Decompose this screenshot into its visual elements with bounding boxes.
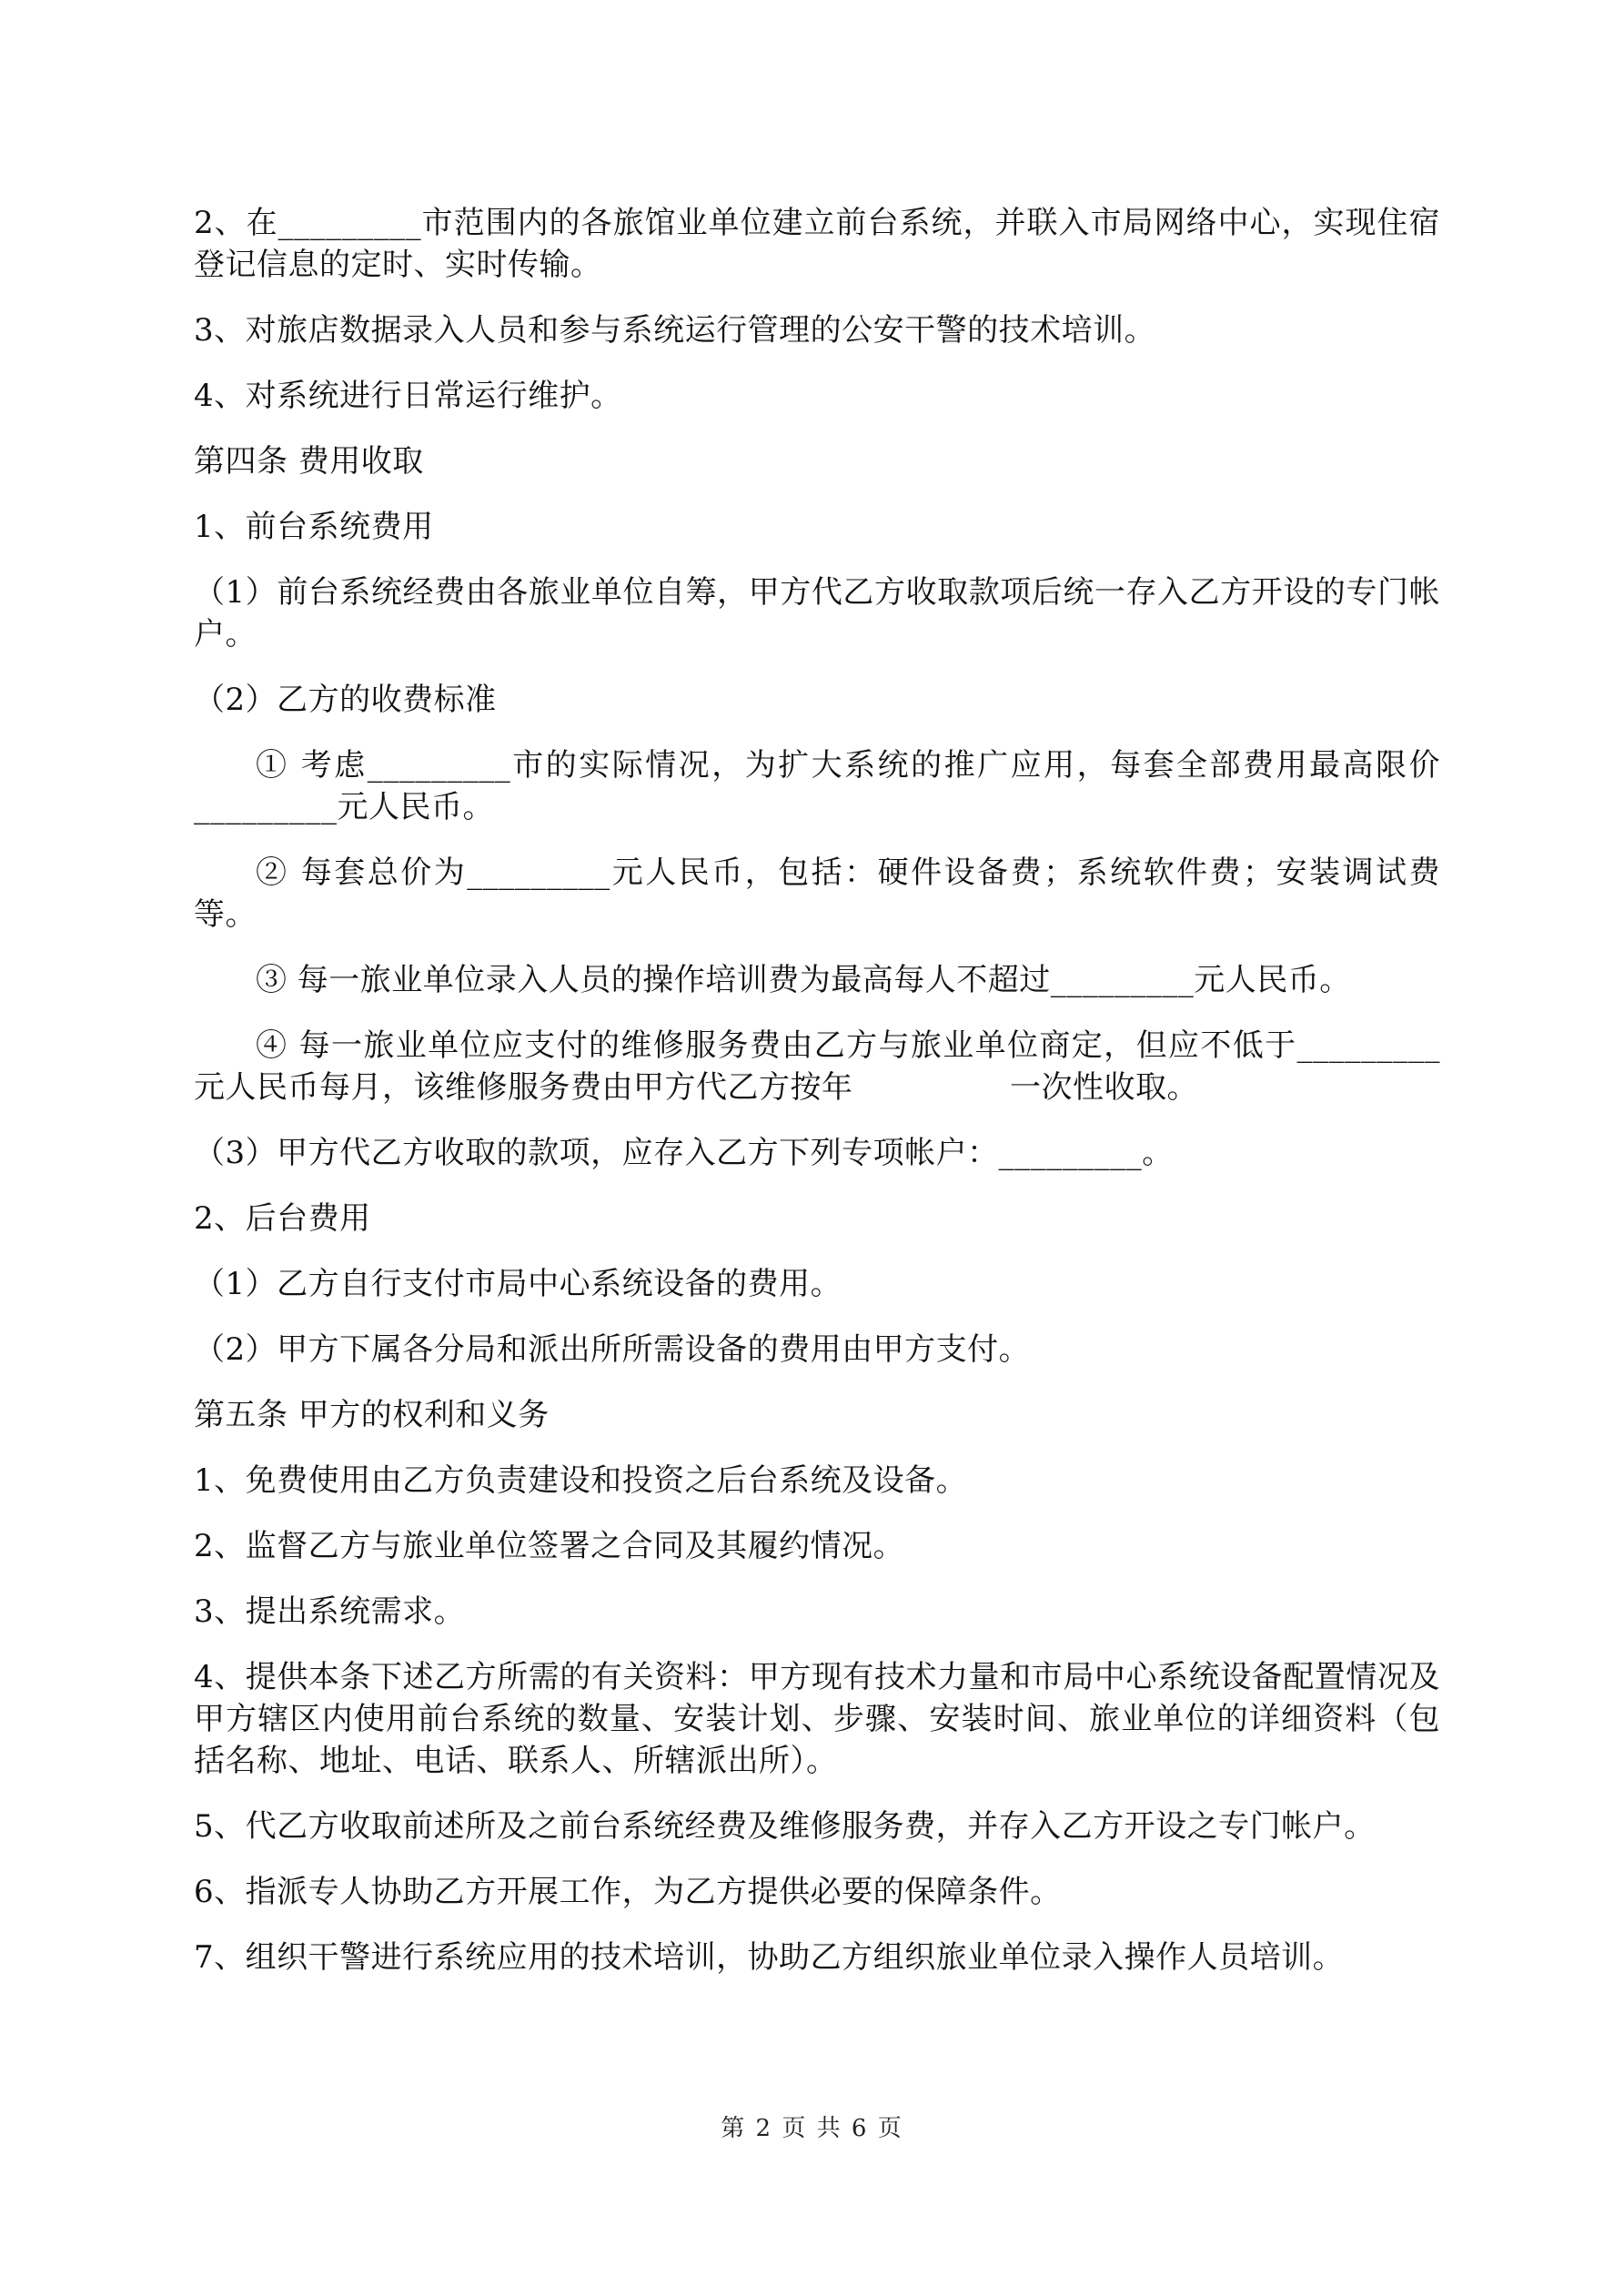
paragraph-fee-standard-1: ① 考虑_________市的实际情况，为扩大系统的推广应用，每套全部费用最高限价_________元人民币。 (194, 747, 1440, 825)
paragraph-rights-item-5: 5、代乙方收取前述所及之前台系统经费及维修服务费，并存入乙方开设之专门帐户。 (194, 1808, 1376, 1845)
paragraph-fee-standard-4: ④ 每一旅业单位应支付的维修服务费由乙方与旅业单位商定，但应不低于_________元人民币每月，该维修服务费由甲方代乙方按年 一次性收取。 (194, 1027, 1440, 1106)
paragraph-rights-item-3: 3、提出系统需求。 (194, 1593, 466, 1630)
paragraph-clause-3-item-3: 3、对旅店数据录入人员和参与系统运行管理的公安干警的技术培训。 (194, 312, 1156, 349)
paragraph-backend-item-1: （1）乙方自行支付市局中心系统设备的费用。 (194, 1266, 842, 1302)
paragraph-fee-standard-3: ③ 每一旅业单位录入人员的操作培训费为最高每人不超过_________元人民币。 (256, 962, 1351, 998)
paragraph-fee-item-3: （3）甲方代乙方收取的款项，应存入乙方下列专项帐户：_________。 (194, 1135, 1174, 1171)
paragraph-rights-item-1: 1、免费使用由乙方负责建设和投资之后台系统及设备。 (194, 1462, 968, 1499)
paragraph-rights-item-4: 4、提供本条下述乙方所需的有关资料：甲方现有技术力量和市局中心系统设备配置情况及甲方辖区内使用前台系统的数量、安装计划、步骤、安装时间、旅业单位的详细资料（包括名称、地址、电话、联系人、所辖派出所）。 (194, 1659, 1440, 1779)
heading-article-4: 第四条 费用收取 (194, 443, 424, 480)
paragraph-fee-item-1: （1）前台系统经费由各旅业单位自筹，甲方代乙方收取款项后统一存入乙方开设的专门帐户。 (194, 574, 1440, 652)
page-number-footer: 第 2 页 共 6 页 (721, 2115, 903, 2142)
paragraph-backend-fees: 2、后台费用 (194, 1200, 371, 1237)
heading-article-5: 第五条 甲方的权利和义务 (194, 1397, 550, 1433)
paragraph-rights-item-6: 6、指派专人协助乙方开展工作，为乙方提供必要的保障条件。 (194, 1874, 1062, 1910)
paragraph-fee-item-2: （2）乙方的收费标准 (194, 682, 497, 718)
document-body (194, 202, 1440, 2002)
paragraph-rights-item-7: 7、组织干警进行系统应用的技术培训，协助乙方组织旅业单位录入操作人员培训。 (194, 1939, 1345, 1976)
paragraph-fee-standard-2: ② 每套总价为_________元人民币，包括：硬件设备费；系统软件费；安装调试费等。 (194, 855, 1440, 933)
paragraph-backend-item-2: （2）甲方下属各分局和派出所所需设备的费用由甲方支付。 (194, 1331, 1031, 1368)
paragraph-clause-3-item-4: 4、对系统进行日常运行维护。 (194, 378, 622, 414)
paragraph-clause-3-item-2: 2、在_________市范围内的各旅馆业单位建立前台系统，并联入市局网络中心，实现住宿登记信息的定时、实时传输。 (194, 205, 1440, 283)
paragraph-front-system-fees: 1、前台系统费用 (194, 509, 434, 545)
paragraph-rights-item-2: 2、监督乙方与旅业单位签署之合同及其履约情况。 (194, 1528, 905, 1564)
